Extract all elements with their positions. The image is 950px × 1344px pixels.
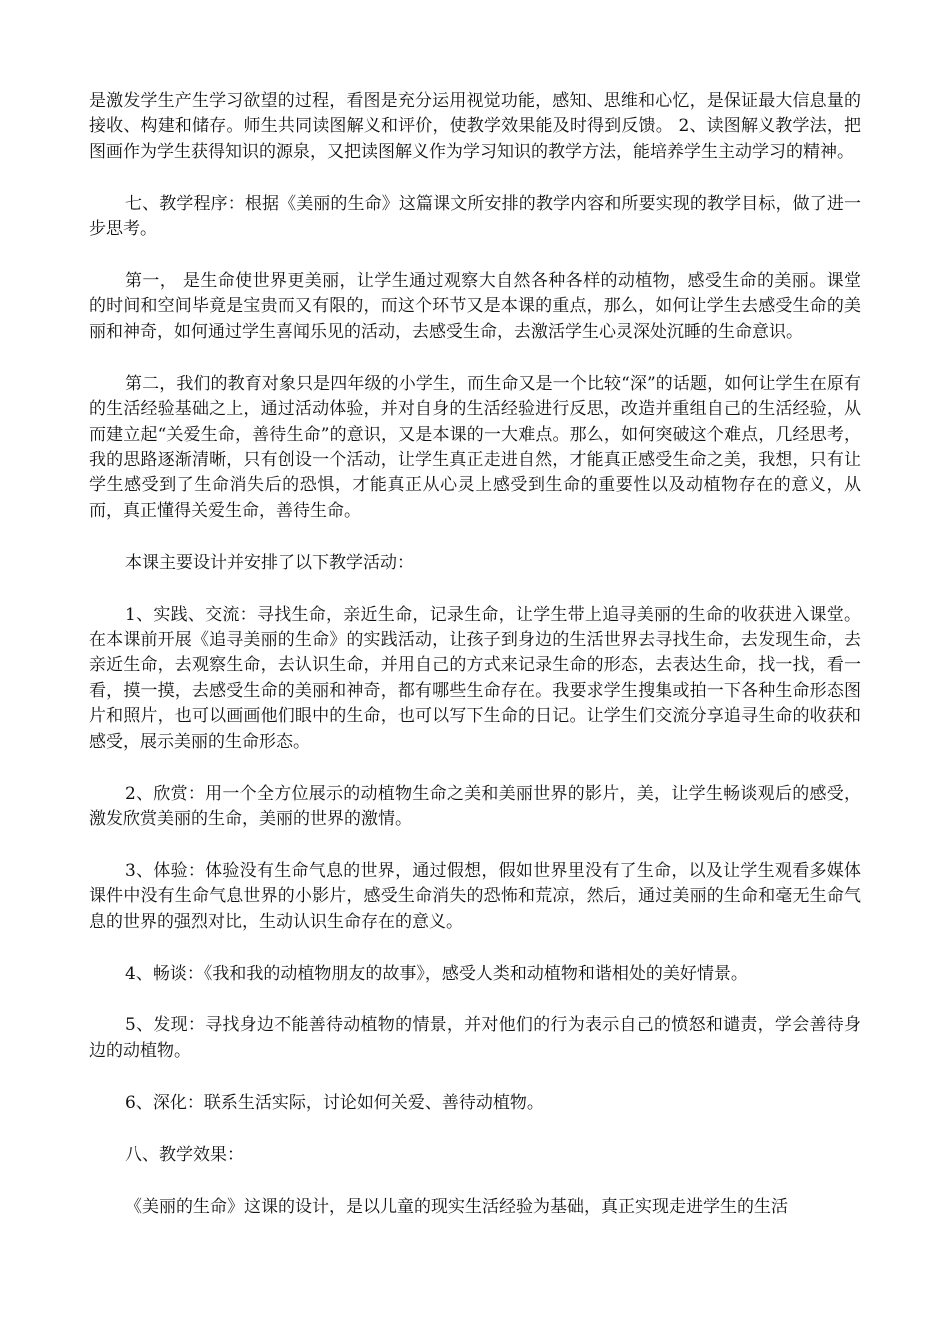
paragraph-activity-4-discuss: 4、畅谈：《我和我的动植物朋友的故事》，感受人类和动植物和谐相处的美好情景。 bbox=[125, 963, 748, 984]
paragraph-activity-6-deepen: 6、深化：联系生活实际，讨论如何关爱、善待动植物。 bbox=[125, 1092, 544, 1113]
paragraph-second-point: 第二，我们的教育对象只是四年级的小学生，而生命又是一个比较“深”的话题，如何让学生在原有的生活经验基础之上，通过活动体验，并对自身的生活经验进行反思，改造并重组自己的生活经验，从而建立起“关爱生命，善待生命”的意识，又是本课的一大难点。那么，如何突破这个难点，几经思考，我的思路逐渐清晰，只有创设一个活动，让学生真正走进自然，才能真正感受生命之美，我想，只有让学生感受到了生命消失后的恐惧，才能真正从心灵上感受到生命的重要性以及动植物存在的意义，从而，真正懂得关爱生命，善待生命。 bbox=[89, 373, 861, 521]
paragraph-activity-5-discover: 5、发现：寻找身边不能善待动植物的情景，并对他们的行为表示自己的愤怒和谴责，学会善待身边的动植物。 bbox=[89, 1015, 861, 1061]
paragraph-activities-intro: 本课主要设计并安排了以下教学活动： bbox=[125, 552, 414, 573]
paragraph-activity-1-practice: 1、实践、交流：寻找生命，亲近生命，记录生命，让学生带上追寻美丽的生命的收获进入课堂。在本课前开展《追寻美丽的生命》的实践活动，让孩子到身边的生活世界去寻找生命，去发现生命，去亲近生命，去观察生命，去认识生命，并用自己的方式来记录生命的形态，去表达生命，找一找，看一看，摸一摸，去感受生命的美丽和神奇，都有哪些生命存在。我要求学生搜集或拍一下各种生命形态图片和照片，也可以画画他们眼中的生命，也可以写下生命的日记。让学生们交流分享追寻生命的收获和感受，展示美丽的生命形态。 bbox=[89, 604, 861, 752]
paragraph-section-7-procedure: 七、教学程序：根据《美丽的生命》这篇课文所安排的教学内容和所要实现的教学目标，做了进一步思考。 bbox=[89, 193, 861, 240]
paragraph-activity-3-experience: 3、体验：体验没有生命气息的世界，通过假想，假如世界里没有了生命，以及让学生观看多媒体课件中没有生命气息世界的小影片，感受生命消失的恐怖和荒凉，然后，通过美丽的生命和毫无生命气息的世界的强烈对比，生动认识生命存在的意义。 bbox=[89, 860, 861, 932]
paragraph-first-point: 第一， 是生命使世界更美丽，让学生通过观察大自然各种各样的动植物，感受生命的美丽。课堂的时间和空间毕竟是宝贵而又有限的，而这个环节又是本课的重点，那么，如何让学生去感受生命的美丽和神奇，如何通过学生喜闻乐见的活动，去感受生命，去激活学生心灵深处沉睡的生命意识。 bbox=[89, 271, 861, 342]
paragraph-reading-method: 是激发学生产生学习欲望的过程，看图是充分运用视觉功能，感知、思维和心忆，是保证最大信息量的接收、构建和储存。师生共同读图解义和评价，使教学效果能及时得到反馈。 2、读图解义教学法，把图画作为学生获得知识的源泉，又把读图解义作为学习知识的教学方法，能培养学生主动学习的精神。 bbox=[89, 91, 861, 162]
paragraph-activity-2-appreciate: 2、欣赏：用一个全方位展示的动植物生命之美和美丽世界的影片，美，让学生畅谈观后的感受，激发欣赏美丽的生命，美丽的世界的激情。 bbox=[89, 783, 861, 829]
document-page bbox=[89, 89, 861, 1220]
paragraph-section-8-effect: 八、教学效果： bbox=[125, 1144, 244, 1165]
paragraph-effect-body: 《美丽的生命》这课的设计，是以儿童的现实生活经验为基础，真正实现走进学生的生活 bbox=[125, 1196, 788, 1217]
